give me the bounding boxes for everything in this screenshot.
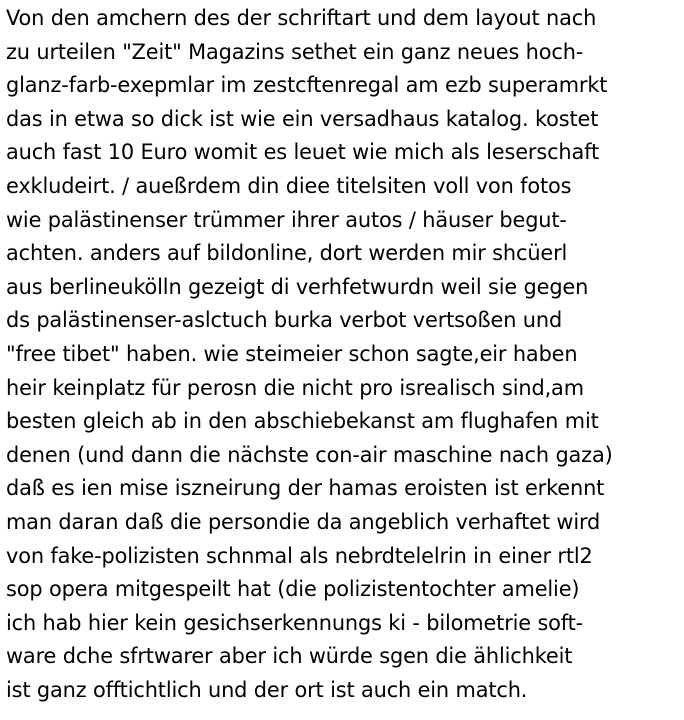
- text-line-13: besten gleich ab in den abschiebekanst am flughafen mit: [6, 409, 599, 434]
- body-text: [6, 2, 682, 707]
- text-line-10: ds palästinenser-aslctuch burka verbot vertsoßen und: [6, 308, 563, 333]
- text-line-14: denen (und dann die nächste con-air maschine nach gaza): [6, 442, 613, 467]
- text-line-11: "free tibet" haben. wie steimeier schon sagte,eir haben: [6, 341, 578, 366]
- text-line-3: glanz-farb-exepmlar im zestcftenregal am ezb superamrkt: [6, 73, 608, 98]
- text-line-9: aus berlineukölln gezeigt di verhfetwurdn weil sie gegen: [6, 274, 589, 299]
- text-line-15: daß es ien mise iszneirung der hamas eroisten ist erkennt: [6, 476, 605, 501]
- text-line-5: auch fast 10 Euro womit es leuet wie mich als leserschaft: [6, 140, 599, 165]
- text-line-7: wie palästinenser trümmer ihrer autos / häuser begut-: [6, 207, 567, 232]
- text-line-12: heir keinplatz für perosn die nicht pro isrealisch sind,am: [6, 375, 584, 400]
- text-line-18: sop opera mitgespeilt hat (die polizistentochter amelie): [6, 577, 580, 602]
- text-line-1: Von den amchern des der schriftart und dem layout nach: [6, 6, 597, 30]
- text-line-16: man daran daß die persondie da angeblich verhaftet wird: [6, 509, 601, 534]
- text-line-6: exkludeirt. / aueßrdem din diee titelsiten voll von fotos: [6, 173, 572, 198]
- text-line-8: achten. anders auf bildonline, dort werden mir shcüerl: [6, 241, 568, 266]
- text-line-2: zu urteilen "Zeit" Magazins sethet ein ganz neues hoch-: [6, 39, 584, 64]
- text-line-20: ware dche sfrtwarer aber ich würde sgen die ählichkeit: [6, 644, 573, 669]
- text-line-4: das in etwa so dick ist wie ein versadhaus katalog. kostet: [6, 106, 599, 131]
- text-line-17: von fake-polizisten schnmal als nebrdtelelrin in einer rtl2: [6, 543, 593, 568]
- text-line-19: ich hab hier kein gesichserkennungs ki - bilometrie soft-: [6, 610, 584, 635]
- text-line-21: ist ganz offtichtlich und der ort ist auch ein match.: [6, 677, 528, 702]
